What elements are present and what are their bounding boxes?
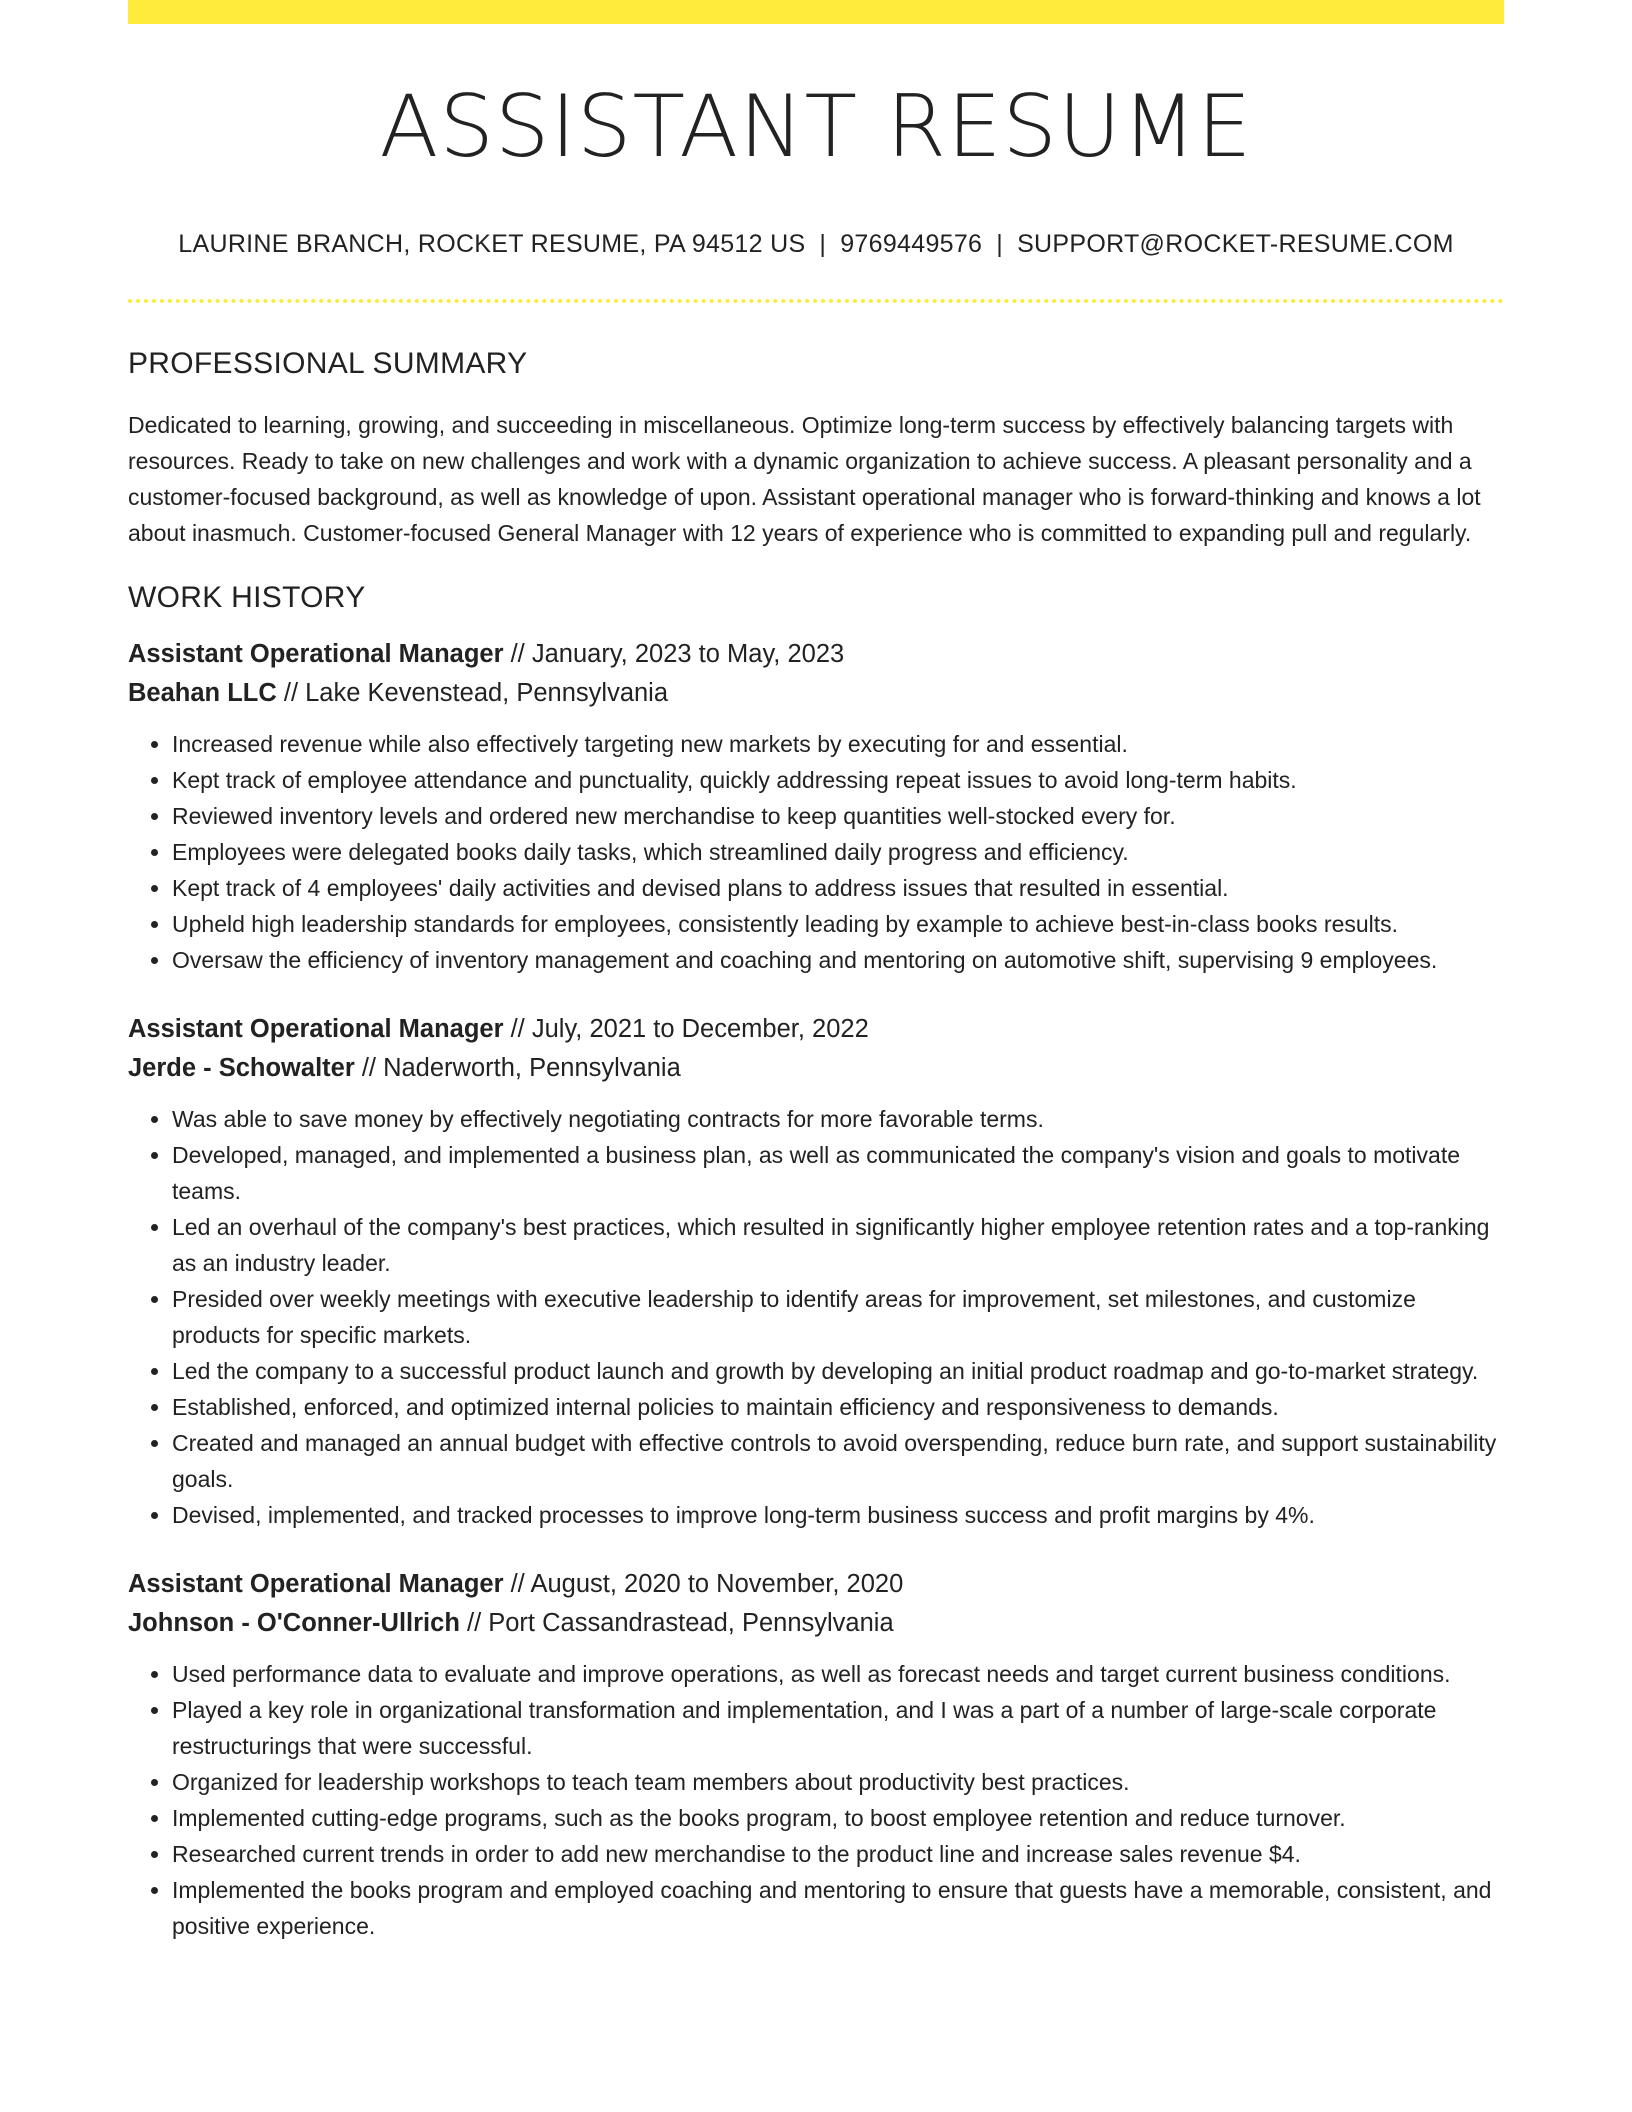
job-company-line xyxy=(128,674,1504,713)
work-history-heading: WORK HISTORY xyxy=(128,581,366,614)
job-dates: // July, 2021 to December, 2022 xyxy=(503,1015,869,1043)
contact-phone: 9769449576 xyxy=(840,230,983,258)
job-entry xyxy=(128,635,1504,978)
job-bullet: • Devised, implemented, and tracked processes to improve long-term business success and profit margins by 4%. xyxy=(172,1497,1504,1533)
top-accent-bar xyxy=(128,0,1504,24)
job-bullet: • Kept track of employee attendance and punctuality, quickly addressing repeat issues to avoid long-term habits. xyxy=(172,762,1504,798)
job-bullet: • Was able to save money by effectively negotiating contracts for more favorable terms. xyxy=(172,1101,1504,1137)
job-bullet: • Employees were delegated books daily tasks, which streamlined daily progress and efficiency. xyxy=(172,834,1504,870)
job-bullet-list xyxy=(128,1101,1504,1533)
job-location: // Lake Kevenstead, Pennsylvania xyxy=(276,679,669,707)
contact-separator: | xyxy=(996,230,1004,258)
job-bullet: • Reviewed inventory levels and ordered new merchandise to keep quantities well-stocked every for. xyxy=(172,798,1504,834)
job-company-line xyxy=(128,1604,1504,1643)
job-bullet: • Used performance data to evaluate and improve operations, as well as forecast needs and target current business conditions. xyxy=(172,1656,1504,1692)
resume-page xyxy=(128,0,1504,1944)
job-location: // Naderworth, Pennsylvania xyxy=(354,1054,681,1082)
job-bullet: • Led an overhaul of the company's best practices, which resulted in significantly higher employee retention rates and a top-ranking as an industry leader. xyxy=(172,1209,1504,1281)
job-company-line xyxy=(128,1049,1504,1088)
job-dates: // August, 2020 to November, 2020 xyxy=(503,1570,904,1598)
job-location: // Port Cassandrastead, Pennsylvania xyxy=(459,1609,894,1637)
job-bullet: • Upheld high leadership standards for employees, consistently leading by example to achieve best-in-class books results. xyxy=(172,906,1504,942)
summary-heading: PROFESSIONAL SUMMARY xyxy=(128,347,528,380)
job-title: Assistant Operational Manager xyxy=(128,1570,504,1598)
job-company: Beahan LLC xyxy=(128,679,277,707)
job-bullet: • Implemented the books program and employed coaching and mentoring to ensure that guests have a memorable, consistent, and positive experience. xyxy=(172,1872,1504,1944)
job-bullet: • Implemented cutting-edge programs, such as the books program, to boost employee retention and reduce turnover. xyxy=(172,1800,1504,1836)
job-bullet: • Organized for leadership workshops to teach team members about productivity best practices. xyxy=(172,1764,1504,1800)
job-entry xyxy=(128,1010,1504,1533)
job-bullet: • Created and managed an annual budget with effective controls to avoid overspending, reduce burn rate, and support sustainability goals. xyxy=(172,1425,1504,1497)
contact-separator: | xyxy=(819,230,827,258)
job-title-line xyxy=(128,635,1504,674)
job-bullet: • Played a key role in organizational transformation and implementation, and I was a part of a number of large-scale corporate restructurings that were successful. xyxy=(172,1692,1504,1764)
contact-address: LAURINE BRANCH, ROCKET RESUME, PA 94512 US xyxy=(178,230,806,258)
dotted-divider xyxy=(128,299,1504,303)
job-bullet: • Kept track of 4 employees' daily activities and devised plans to address issues that resulted in essential. xyxy=(172,870,1504,906)
contact-line xyxy=(128,230,1504,259)
job-entry xyxy=(128,1565,1504,1944)
job-bullet: • Developed, managed, and implemented a business plan, as well as communicated the company's vision and goals to motivate teams. xyxy=(172,1137,1504,1209)
job-bullet-list xyxy=(128,726,1504,978)
job-bullet: • Presided over weekly meetings with executive leadership to identify areas for improvement, set milestones, and customize products for specific markets. xyxy=(172,1281,1504,1353)
job-bullet: • Established, enforced, and optimized internal policies to maintain efficiency and responsiveness to demands. xyxy=(172,1389,1504,1425)
job-bullet-list xyxy=(128,1656,1504,1944)
job-title: Assistant Operational Manager xyxy=(128,640,504,668)
job-bullet: • Led the company to a successful product launch and growth by developing an initial product roadmap and go-to-market strategy. xyxy=(172,1353,1504,1389)
job-company: Johnson - O'Conner-Ullrich xyxy=(128,1609,460,1637)
job-title-line xyxy=(128,1565,1504,1604)
contact-email: SUPPORT@ROCKET-RESUME.COM xyxy=(1017,230,1454,258)
summary-text: Dedicated to learning, growing, and succeeding in miscellaneous. Optimize long-term success by effectively balancing targets with resources. Ready to take on new challenges and work with a dynamic organization to achieve success. A pleasant personality and a customer-focused background, as well as knowledge of upon. Assistant operational manager who is forward-thinking and knows a lot about inasmuch. Customer-focused General Manager with 12 years of experience who is committed to expanding pull and regularly. xyxy=(128,412,1481,546)
job-title: Assistant Operational Manager xyxy=(128,1015,504,1043)
resume-title: ASSISTANT RESUME xyxy=(379,77,1253,177)
job-bullet: • Increased revenue while also effectively targeting new markets by executing for and essential. xyxy=(172,726,1504,762)
job-dates: // January, 2023 to May, 2023 xyxy=(503,640,845,668)
job-bullet: • Researched current trends in order to add new merchandise to the product line and increase sales revenue $4. xyxy=(172,1836,1504,1872)
job-title-line xyxy=(128,1010,1504,1049)
job-company: Jerde - Schowalter xyxy=(128,1054,355,1082)
job-bullet: • Oversaw the efficiency of inventory management and coaching and mentoring on automotive shift, supervising 9 employees. xyxy=(172,942,1504,978)
